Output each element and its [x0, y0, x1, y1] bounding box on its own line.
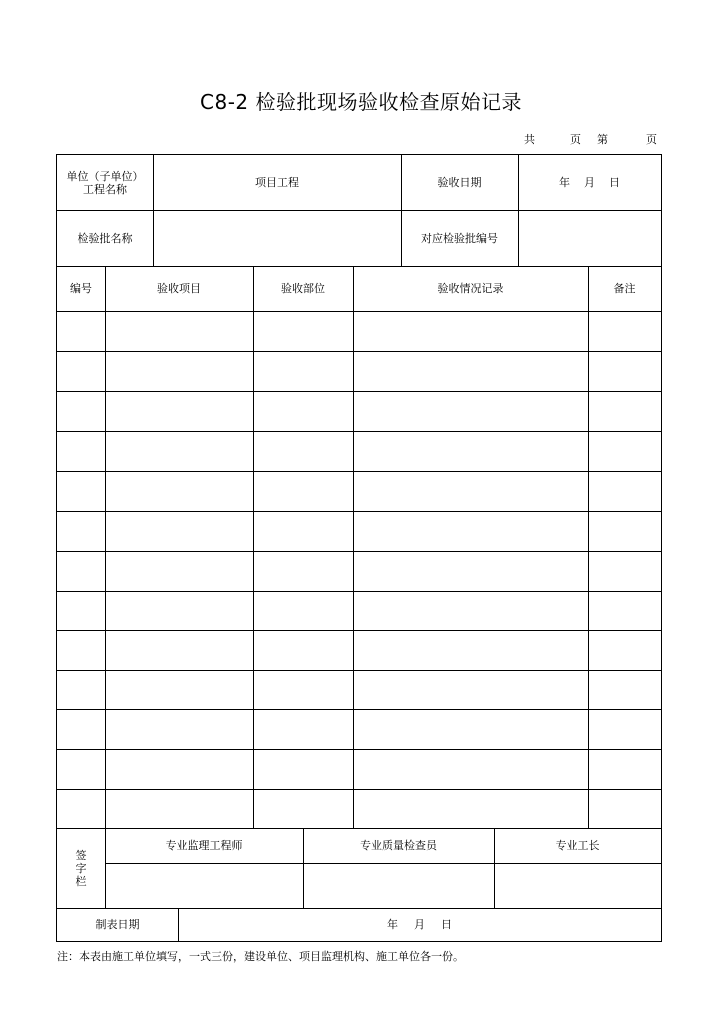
col-header-record: 验收情况记录 — [437, 282, 504, 295]
batch-name-field — [153, 210, 401, 266]
project-name-field: 项目工程 — [255, 176, 299, 189]
batch-number-label: 对应检验批编号 — [421, 231, 498, 245]
signature-section-label: 签 字 栏 — [75, 848, 87, 888]
footnote: 注：本表由施工单位填写，一式三份，建设单位、项目监理机构、施工单位各一份。 — [57, 950, 464, 963]
unit-name-label: 单位（子单位） 工程名称 — [66, 169, 144, 196]
role-supervision-engineer: 专业监理工程师 — [165, 839, 243, 852]
role-foreman: 专业工长 — [555, 839, 600, 852]
form-date-year: 年 — [387, 918, 398, 931]
date-year: 年 — [559, 176, 570, 189]
col-header-remarks: 备注 — [613, 282, 636, 295]
form-date-day: 日 — [441, 918, 452, 931]
col-header-location: 验收部位 — [281, 282, 325, 295]
batch-number-field — [518, 210, 661, 266]
page-number-label: 第 — [597, 133, 608, 146]
page-unit-label: 页 — [570, 133, 581, 146]
acceptance-date-field — [518, 155, 661, 210]
form-date-field — [178, 908, 661, 941]
form-date-label: 制表日期 — [95, 918, 140, 931]
col-header-number: 编号 — [70, 282, 92, 295]
date-day: 日 — [609, 176, 620, 189]
batch-name-label: 检验批名称 — [77, 231, 133, 245]
page-unit-label-2: 页 — [646, 133, 657, 146]
record-form — [56, 154, 662, 942]
date-month: 月 — [584, 176, 595, 189]
role-quality-inspector: 专业质量检查员 — [360, 839, 437, 852]
form-date-month: 月 — [414, 918, 425, 931]
page-title: C8-2 检验批现场验收检查原始记录 — [200, 90, 522, 114]
acceptance-date-label: 验收日期 — [437, 176, 482, 189]
col-header-item: 验收项目 — [157, 282, 201, 295]
page-total-label: 共 — [524, 133, 535, 146]
